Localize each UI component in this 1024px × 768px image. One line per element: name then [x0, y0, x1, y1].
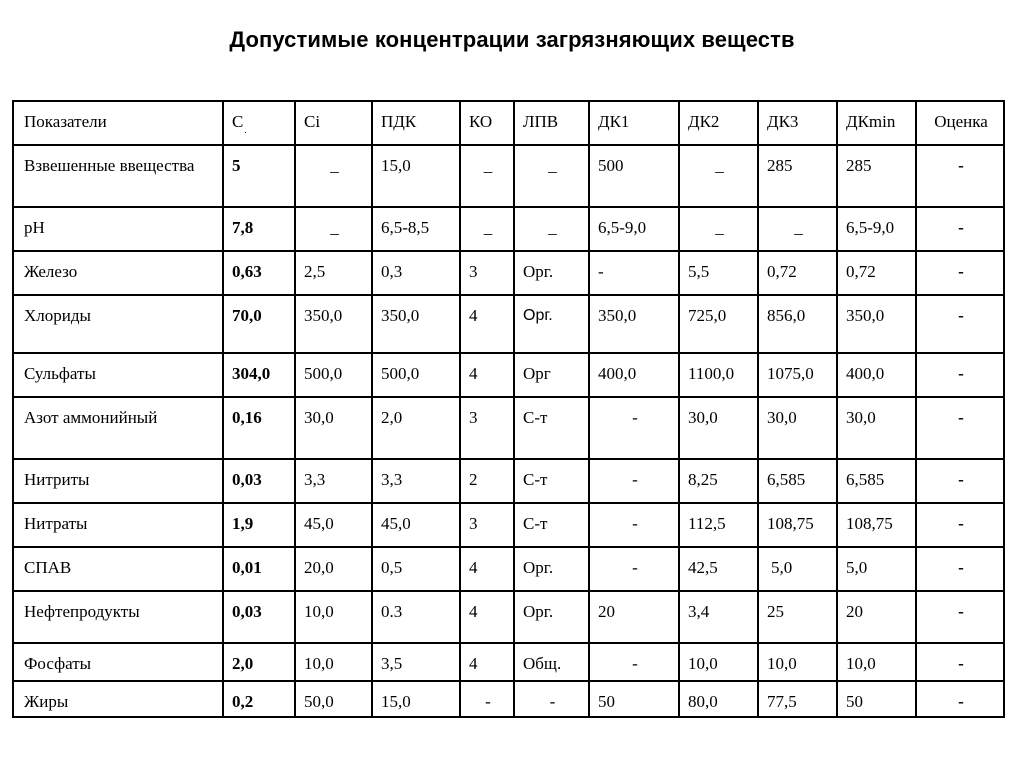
cell-dkmin: 400,0: [837, 353, 916, 397]
table-row: [13, 681, 1004, 717]
cell-name: Сульфаты: [13, 353, 223, 397]
cell-ci: 30,0: [295, 397, 372, 459]
cell-score: -: [916, 295, 1004, 353]
table-row: [13, 643, 1004, 681]
table-row: [13, 459, 1004, 503]
cell-score: -: [916, 681, 1004, 717]
cell-ci: 3,3: [295, 459, 372, 503]
cell-score: -: [916, 397, 1004, 459]
cell-dkmin: 285: [837, 145, 916, 207]
cell-pdk: 0.3: [372, 591, 460, 643]
header-ci: Ci: [295, 101, 372, 145]
cell-score: -: [916, 547, 1004, 591]
header-c-label: С: [232, 112, 244, 131]
cell-ko: 3: [460, 503, 514, 547]
cell-pdk: 0,3: [372, 251, 460, 295]
cell-dkmin: 108,75: [837, 503, 916, 547]
cell-ci: 50,0: [295, 681, 372, 717]
cell-lpv: Орг: [514, 353, 589, 397]
cell-ko: -: [460, 681, 514, 717]
cell-dk2: 80,0: [679, 681, 758, 717]
cell-lpv: С-т: [514, 397, 589, 459]
table-row: [13, 591, 1004, 643]
cell-dk1: -: [589, 547, 679, 591]
cell-c: 70,0: [223, 295, 295, 353]
table-body: [13, 101, 1004, 717]
cell-c: 1,9: [223, 503, 295, 547]
cell-score: -: [916, 207, 1004, 251]
cell-score: -: [916, 145, 1004, 207]
cell-ko: 4: [460, 295, 514, 353]
cell-ci: 500,0: [295, 353, 372, 397]
header-dkmin: ДКmin: [837, 101, 916, 145]
cell-lpv: Орг.: [514, 251, 589, 295]
cell-name: Взвешенные ввещества: [13, 145, 223, 207]
cell-dk2: 42,5: [679, 547, 758, 591]
table-row: [13, 397, 1004, 459]
header-c: [223, 101, 295, 145]
cell-score: -: [916, 459, 1004, 503]
cell-score: -: [916, 503, 1004, 547]
cell-dk3: 0,72: [758, 251, 837, 295]
cell-dk1: 6,5-9,0: [589, 207, 679, 251]
cell-dkmin: 20: [837, 591, 916, 643]
cell-c: 304,0: [223, 353, 295, 397]
cell-dk1: -: [589, 459, 679, 503]
cell-ko: 3: [460, 397, 514, 459]
cell-dkmin: 30,0: [837, 397, 916, 459]
cell-c: 0,2: [223, 681, 295, 717]
cell-c: 5: [223, 145, 295, 207]
table-row: [13, 145, 1004, 207]
cell-ci: 45,0: [295, 503, 372, 547]
cell-pdk: 15,0: [372, 681, 460, 717]
pollutant-concentration-table: [12, 100, 1005, 718]
cell-ci: _: [295, 145, 372, 207]
cell-score: -: [916, 251, 1004, 295]
cell-dk2: 1100,0: [679, 353, 758, 397]
cell-ko: 2: [460, 459, 514, 503]
cell-lpv: _: [514, 145, 589, 207]
table-row: [13, 295, 1004, 353]
cell-ci: _: [295, 207, 372, 251]
cell-pdk: 15,0: [372, 145, 460, 207]
cell-dk2: _: [679, 145, 758, 207]
cell-dk3: 6,585: [758, 459, 837, 503]
cell-lpv: Орг.: [514, 295, 589, 353]
table-row: [13, 207, 1004, 251]
cell-ko: 4: [460, 353, 514, 397]
cell-dk1: -: [589, 503, 679, 547]
table-row: [13, 503, 1004, 547]
cell-dk2: 3,4: [679, 591, 758, 643]
cell-dk1: -: [589, 643, 679, 681]
cell-dk1: 350,0: [589, 295, 679, 353]
cell-dk3: 1075,0: [758, 353, 837, 397]
cell-dk1: 400,0: [589, 353, 679, 397]
cell-lpv: Общ.: [514, 643, 589, 681]
cell-dk2: 725,0: [679, 295, 758, 353]
cell-dk2: 10,0: [679, 643, 758, 681]
cell-lpv: -: [514, 681, 589, 717]
cell-name: Фосфаты: [13, 643, 223, 681]
cell-dk3: 5,0: [758, 547, 837, 591]
table-row: [13, 251, 1004, 295]
cell-c: 0,01: [223, 547, 295, 591]
cell-score: -: [916, 353, 1004, 397]
cell-dk1: 50: [589, 681, 679, 717]
cell-dk1: -: [589, 397, 679, 459]
cell-pdk: 2,0: [372, 397, 460, 459]
cell-dk2: 5,5: [679, 251, 758, 295]
cell-name: Нитриты: [13, 459, 223, 503]
cell-ko: 4: [460, 547, 514, 591]
cell-dkmin: 350,0: [837, 295, 916, 353]
cell-ci: 20,0: [295, 547, 372, 591]
header-indicators: Показатели: [13, 101, 223, 145]
cell-pdk: 500,0: [372, 353, 460, 397]
cell-dk3: 77,5: [758, 681, 837, 717]
cell-pdk: 3,5: [372, 643, 460, 681]
cell-lpv: Орг.: [514, 591, 589, 643]
cell-dkmin: 10,0: [837, 643, 916, 681]
cell-dk3: 25: [758, 591, 837, 643]
cell-c: 0,63: [223, 251, 295, 295]
cell-lpv: С-т: [514, 503, 589, 547]
cell-dk2: 112,5: [679, 503, 758, 547]
cell-ci: 10,0: [295, 591, 372, 643]
cell-dk2: _: [679, 207, 758, 251]
cell-lpv: С-т: [514, 459, 589, 503]
cell-ko: _: [460, 145, 514, 207]
header-ko: КО: [460, 101, 514, 145]
cell-ci: 2,5: [295, 251, 372, 295]
cell-pdk: 45,0: [372, 503, 460, 547]
cell-ko: 4: [460, 643, 514, 681]
cell-dkmin: 6,5-9,0: [837, 207, 916, 251]
cell-name: Железо: [13, 251, 223, 295]
table-row: [13, 353, 1004, 397]
cell-dk1: -: [589, 251, 679, 295]
cell-c: 2,0: [223, 643, 295, 681]
header-dk2: ДК2: [679, 101, 758, 145]
cell-name: СПАВ: [13, 547, 223, 591]
table-row: [13, 547, 1004, 591]
cell-dk3: 30,0: [758, 397, 837, 459]
cell-c: 7,8: [223, 207, 295, 251]
cell-name: Нитраты: [13, 503, 223, 547]
cell-c: 0,03: [223, 591, 295, 643]
header-dk3: ДК3: [758, 101, 837, 145]
header-score: Оценка: [916, 101, 1004, 145]
cell-dk3: 285: [758, 145, 837, 207]
cell-name: Азот аммонийный: [13, 397, 223, 459]
cell-dk1: 20: [589, 591, 679, 643]
table-header-row: [13, 101, 1004, 145]
cell-dkmin: 0,72: [837, 251, 916, 295]
cell-pdk: 3,3: [372, 459, 460, 503]
cell-ko: 4: [460, 591, 514, 643]
cell-pdk: 0,5: [372, 547, 460, 591]
cell-dk2: 8,25: [679, 459, 758, 503]
cell-lpv: _: [514, 207, 589, 251]
cell-score: -: [916, 591, 1004, 643]
cell-dk3: 10,0: [758, 643, 837, 681]
cell-name: Нефтепродукты: [13, 591, 223, 643]
cell-dk2: 30,0: [679, 397, 758, 459]
cell-score: -: [916, 643, 1004, 681]
cell-name: Хлориды: [13, 295, 223, 353]
cell-dk3: 108,75: [758, 503, 837, 547]
cell-dkmin: 6,585: [837, 459, 916, 503]
header-dk1: ДК1: [589, 101, 679, 145]
header-lpv: ЛПВ: [514, 101, 589, 145]
cell-ci: 350,0: [295, 295, 372, 353]
cell-dk3: 856,0: [758, 295, 837, 353]
cell-dkmin: 50: [837, 681, 916, 717]
header-c-subscript: .: [244, 125, 247, 135]
cell-dk3: _: [758, 207, 837, 251]
cell-pdk: 6,5-8,5: [372, 207, 460, 251]
cell-lpv: Орг.: [514, 547, 589, 591]
cell-pdk: 350,0: [372, 295, 460, 353]
cell-ci: 10,0: [295, 643, 372, 681]
cell-name: pH: [13, 207, 223, 251]
cell-dk1: 500: [589, 145, 679, 207]
cell-name: Жиры: [13, 681, 223, 717]
cell-ko: 3: [460, 251, 514, 295]
cell-ko: _: [460, 207, 514, 251]
cell-dkmin: 5,0: [837, 547, 916, 591]
header-pdk: ПДК: [372, 101, 460, 145]
cell-c: 0,16: [223, 397, 295, 459]
cell-c: 0,03: [223, 459, 295, 503]
page-title: Допустимые концентрации загрязняющих веществ: [229, 27, 795, 52]
